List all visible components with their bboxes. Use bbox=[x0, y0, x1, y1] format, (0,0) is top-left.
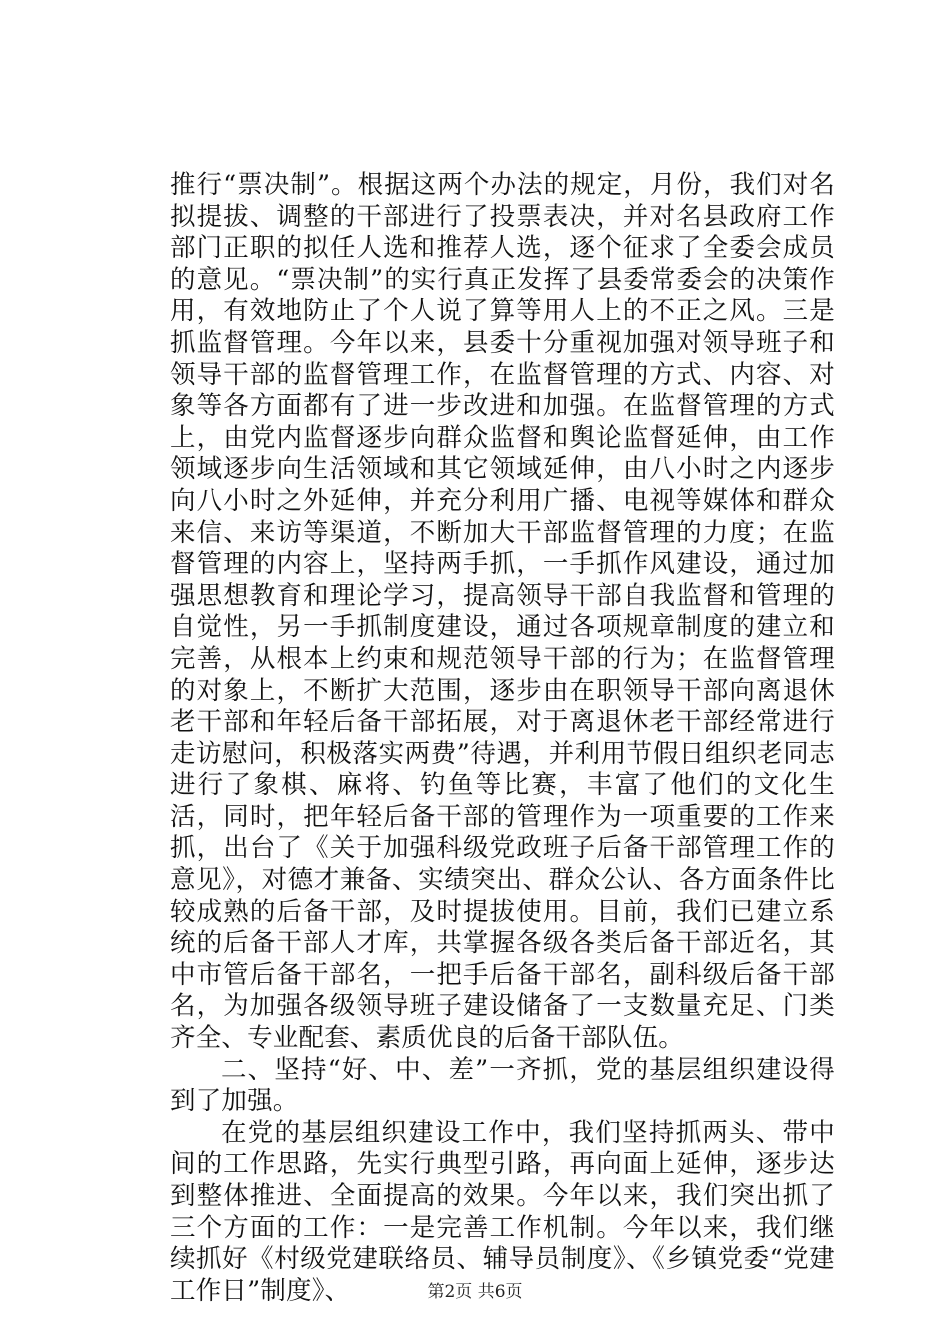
document-body bbox=[170, 170, 835, 1307]
page-number-footer: 第2页 共6页 bbox=[427, 1282, 523, 1302]
body-paragraph-continued: 推行“票决制”。根据这两个办法的规定，月份，我们对名拟提拔、调整的干部进行了投票表决，并对名县政府工作部门正职的拟任人选和推荐人选，逐个征求了全委会成员的意见。“票决制”的实行真正发挥了县委常委会的决策作用，有效地防止了个人说了算等用人上的不正之风。三是抓监督管理。今年以来，县委十分重视加强对领导班子和领导干部的监督管理工作，在监督管理的方式、内容、对象等各方面都有了进一步改进和加强。在监督管理的方式上，由党内监督逐步向群众监督和舆论监督延伸，由工作领域逐步向生活领域和其它领域延伸，由八小时之内逐步向八小时之外延伸，并充分利用广播、电视等媒体和群众来信、来访等渠道，不断加大干部监督管理的力度；在监督管理的内容上，坚持两手抓，一手抓作风建设，通过加强思想教育和理论学习，提高领导干部自我监督和管理的自觉性，另一手抓制度建设，通过各项规章制度的建立和完善，从根本上约束和规范领导干部的行为；在监督管理的对象上，不断扩大范围，逐步由在职领导干部向离退休老干部和年轻后备干部拓展，对于离退休老干部经常进行走访慰问，积极落实两费”待遇，并利用节假日组织老同志进行了象棋、麻将、钓鱼等比赛，丰富了他们的文化生活，同时，把年轻后备干部的管理作为一项重要的工作来抓，出台了《关于加强科级党政班子后备干部管理工作的意见》，对德才兼备、实绩突出、群众公认、各方面条件比较成熟的后备干部，及时提拔使用。目前，我们已建立系统的后备干部人才库，共掌握各级各类后备干部近名，其中市管后备干部名，一把手后备干部名，副科级后备干部名，为加强各级领导班子建设储备了一支数量充足、门类齐全、专业配套、素质优良的后备干部队伍。 bbox=[170, 170, 835, 1054]
body-paragraph: 在党的基层组织建设工作中，我们坚持抓两头、带中间的工作思路，先实行典型引路，再向面上延伸，逐步达到整体推进、全面提高的效果。今年以来，我们突出抓了三个方面的工作：一是完善工作机制。今年以来，我们继续抓好《村级党建联络员、辅导员制度》、《乡镇党委“党建工作日”制度》、 bbox=[170, 1117, 835, 1306]
section-heading-paragraph: 二、坚持“好、中、差”一齐抓，党的基层组织建设得到了加强。 bbox=[170, 1054, 835, 1117]
